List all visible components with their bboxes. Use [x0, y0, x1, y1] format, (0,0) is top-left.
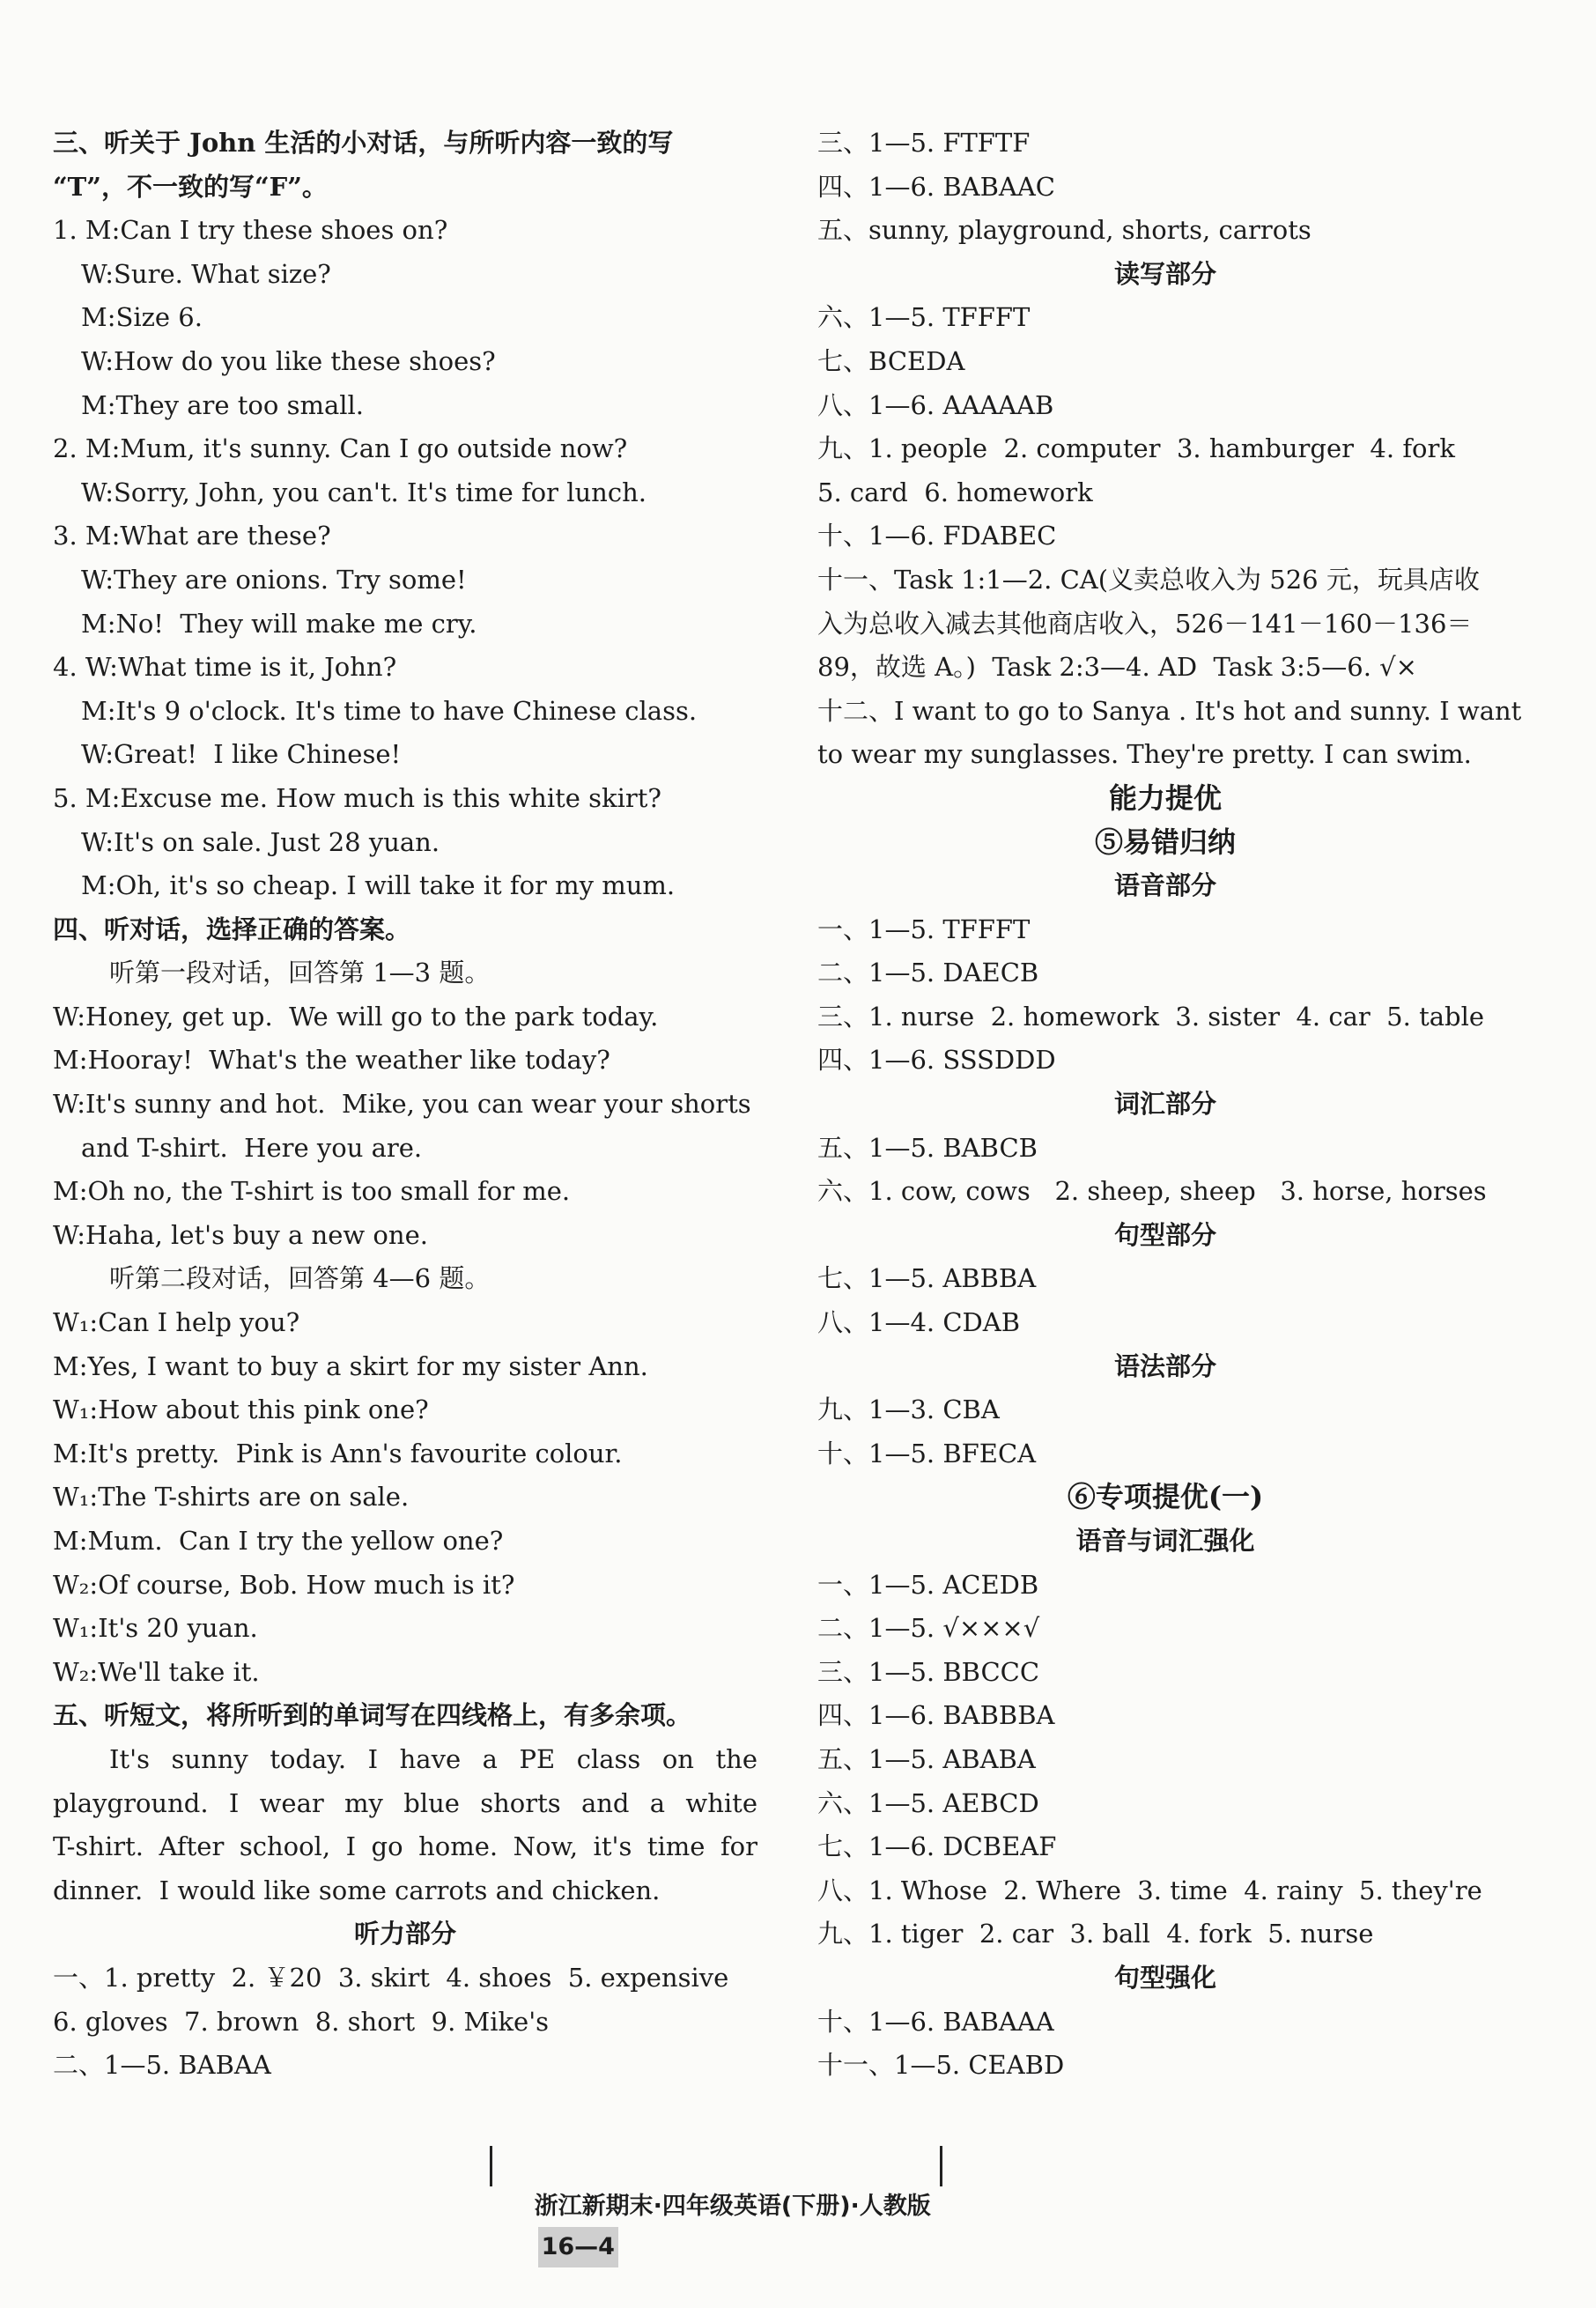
- right-line-15: 能力提优: [1108, 780, 1222, 815]
- left-line-6: M:They are too small.: [81, 389, 365, 420]
- right-line-36: 四、1—6. BABBBA: [817, 1700, 1055, 1731]
- right-line-34: 二、1—5. √×××√: [817, 1613, 1040, 1644]
- right-line-28: 语法部分: [1113, 1350, 1216, 1381]
- right-line-7: 九、1. people 2. computer 3. hamburger 4. fork: [817, 433, 1455, 464]
- right-line-39: 七、1—6. DCBEAF: [817, 1831, 1057, 1862]
- left-line-26: 听第二段对话，回答第 4—6 题。: [109, 1263, 491, 1294]
- right-column: [817, 122, 1522, 2088]
- left-line-29: W₁:How about this pink one?: [53, 1394, 429, 1425]
- right-line-3: 读写部分: [1113, 258, 1216, 289]
- left-line-35: W₂:We'll take it.: [53, 1656, 260, 1687]
- right-line-40: 八、1. Whose 2. Where 3. time 4. rainy 5. they're: [817, 1875, 1482, 1905]
- right-line-19: 二、1—5. DAECB: [817, 958, 1039, 988]
- left-line-8: W:Sorry, John, you can't. It's time for lunch.: [81, 477, 647, 507]
- right-line-33: 一、1—5. ACEDB: [817, 1569, 1039, 1600]
- page-code: 16—4: [538, 2227, 618, 2267]
- right-line-42: 句型强化: [1113, 1962, 1216, 1993]
- left-line-39: T-shirt. After school, I go home. Now, it's time for: [53, 1831, 757, 1862]
- right-line-5: 七、BCEDA: [817, 345, 965, 376]
- left-line-20: W:Honey, get up. We will go to the park today.: [53, 1001, 659, 1032]
- right-line-29: 九、1—3. CBA: [817, 1394, 1000, 1425]
- left-line-1: “T”，不一致的写“F”。: [53, 171, 328, 202]
- footer-title: 浙江新期末·四年级英语(下册)·人教版: [534, 2193, 931, 2220]
- right-line-23: 五、1—5. BABCB: [817, 1132, 1038, 1163]
- right-line-1: 四、1—6. BABAAC: [817, 171, 1055, 202]
- left-line-32: M:Mum. Can I try the yellow one?: [53, 1526, 504, 1556]
- right-line-44: 十一、1—5. CEABD: [817, 2050, 1065, 2081]
- left-line-31: W₁:The T-shirts are on sale.: [53, 1482, 410, 1513]
- right-line-13: 十二、I want to go to Sanya . It's hot and sunny. I want: [817, 695, 1522, 726]
- left-line-42: 一、1. pretty 2. ￥20 3. skirt 4. shoes 5. expensive: [53, 1962, 729, 1993]
- page-footer: [490, 2146, 942, 2260]
- left-line-27: W₁:Can I help you?: [53, 1307, 300, 1338]
- right-line-8: 5. card 6. homework: [817, 477, 1093, 507]
- right-line-21: 四、1—6. SSSDDD: [817, 1045, 1056, 1076]
- right-line-35: 三、1—5. BBCCC: [817, 1656, 1040, 1687]
- left-line-16: W:It's on sale. Just 28 yuan.: [81, 826, 440, 857]
- left-line-21: M:Hooray! What's the weather like today?: [53, 1045, 610, 1076]
- left-line-2: 1. M:Can I try these shoes on?: [53, 215, 448, 246]
- left-line-24: M:Oh no, the T-shirt is too small for me.: [53, 1176, 571, 1207]
- right-line-4: 六、1—5. TFFFT: [817, 302, 1031, 333]
- left-line-25: W:Haha, let's buy a new one.: [53, 1219, 428, 1250]
- right-line-18: 一、1—5. TFFFT: [817, 914, 1031, 944]
- left-line-5: W:How do you like these shoes?: [81, 345, 496, 376]
- right-line-26: 七、1—5. ABBBA: [817, 1263, 1037, 1294]
- left-line-44: 二、1—5. BABAA: [53, 2050, 271, 2081]
- right-line-12: 89，故选 A。) Task 2:3—4. AD Task 3:5—6. √×: [817, 652, 1417, 683]
- left-line-34: W₁:It's 20 yuan.: [53, 1613, 258, 1644]
- right-line-25: 句型部分: [1113, 1219, 1216, 1250]
- left-line-0: 三、听关于 John 生活的小对话，与所听内容一致的写: [53, 128, 674, 158]
- right-line-20: 三、1. nurse 2. homework 3. sister 4. car 5. table: [817, 1001, 1485, 1032]
- left-line-12: 4. W:What time is it, John?: [53, 652, 397, 683]
- left-line-40: dinner. I would like some carrots and chicken.: [53, 1875, 661, 1905]
- left-line-7: 2. M:Mum, it's sunny. Can I go outside now?: [53, 433, 628, 464]
- right-line-17: 语音部分: [1113, 870, 1216, 901]
- left-line-38: playground. I wear my blue shorts and a white: [53, 1787, 757, 1818]
- right-line-24: 六、1. cow, cows 2. sheep, sheep 3. horse, horses: [817, 1176, 1487, 1207]
- left-line-36: 五、听短文，将所听到的单词写在四线格上，有多余项。: [53, 1700, 692, 1731]
- left-line-3: W:Sure. What size?: [81, 258, 331, 289]
- left-line-9: 3. M:What are these?: [53, 521, 331, 551]
- right-line-14: to wear my sunglasses. They're pretty. I can swim.: [817, 739, 1472, 770]
- right-line-31: ⑥专项提优(一): [1067, 1480, 1264, 1514]
- left-column: [53, 122, 757, 2088]
- left-line-37: It's sunny today. I have a PE class on the: [109, 1743, 757, 1774]
- right-line-37: 五、1—5. ABABA: [817, 1743, 1036, 1774]
- right-line-43: 十、1—6. BABAAA: [817, 2006, 1054, 2037]
- right-line-16: ⑤易错归纳: [1094, 825, 1236, 859]
- right-line-38: 六、1—5. AEBCD: [817, 1787, 1039, 1818]
- right-line-30: 十、1—5. BFECA: [817, 1438, 1037, 1468]
- left-line-41: 听力部分: [353, 1919, 456, 1949]
- right-line-11: 入为总收入减去其他商店收入，526－141－160－136＝: [817, 608, 1473, 639]
- left-line-33: W₂:Of course, Bob. How much is it?: [53, 1569, 515, 1600]
- left-line-22: W:It's sunny and hot. Mike, you can wear your shorts: [53, 1089, 751, 1120]
- right-line-22: 词汇部分: [1113, 1089, 1216, 1120]
- left-line-10: W:They are onions. Try some!: [81, 564, 467, 595]
- left-line-4: M:Size 6.: [81, 302, 203, 333]
- left-line-23: and T-shirt. Here you are.: [81, 1132, 423, 1163]
- left-line-17: M:Oh, it's so cheap. I will take it for my mum.: [81, 870, 676, 901]
- left-line-11: M:No! They will make me cry.: [81, 608, 477, 639]
- right-line-2: 五、sunny, playground, shorts, carrots: [817, 215, 1312, 246]
- right-line-0: 三、1—5. FTFTF: [817, 128, 1031, 158]
- left-line-43: 6. gloves 7. brown 8. short 9. Mike's: [53, 2006, 550, 2037]
- right-line-27: 八、1—4. CDAB: [817, 1307, 1021, 1338]
- left-line-18: 四、听对话，选择正确的答案。: [53, 914, 411, 944]
- right-line-9: 十、1—6. FDABEC: [817, 521, 1057, 551]
- left-line-30: M:It's pretty. Pink is Ann's favourite colour.: [53, 1438, 623, 1468]
- left-line-28: M:Yes, I want to buy a skirt for my sister Ann.: [53, 1350, 648, 1381]
- right-line-10: 十一、Task 1:1—2. CA(义卖总收入为 526 元，玩具店收: [817, 564, 1480, 595]
- left-line-14: W:Great! I like Chinese!: [81, 739, 402, 770]
- left-line-19: 听第一段对话，回答第 1—3 题。: [109, 958, 491, 988]
- right-line-41: 九、1. tiger 2. car 3. ball 4. fork 5. nurse: [817, 1919, 1374, 1949]
- right-line-6: 八、1—6. AAAAAB: [817, 389, 1054, 420]
- left-line-13: M:It's 9 o'clock. It's time to have Chinese class.: [81, 695, 698, 726]
- right-line-32: 语音与词汇强化: [1075, 1526, 1255, 1556]
- left-line-15: 5. M:Excuse me. How much is this white skirt?: [53, 782, 661, 813]
